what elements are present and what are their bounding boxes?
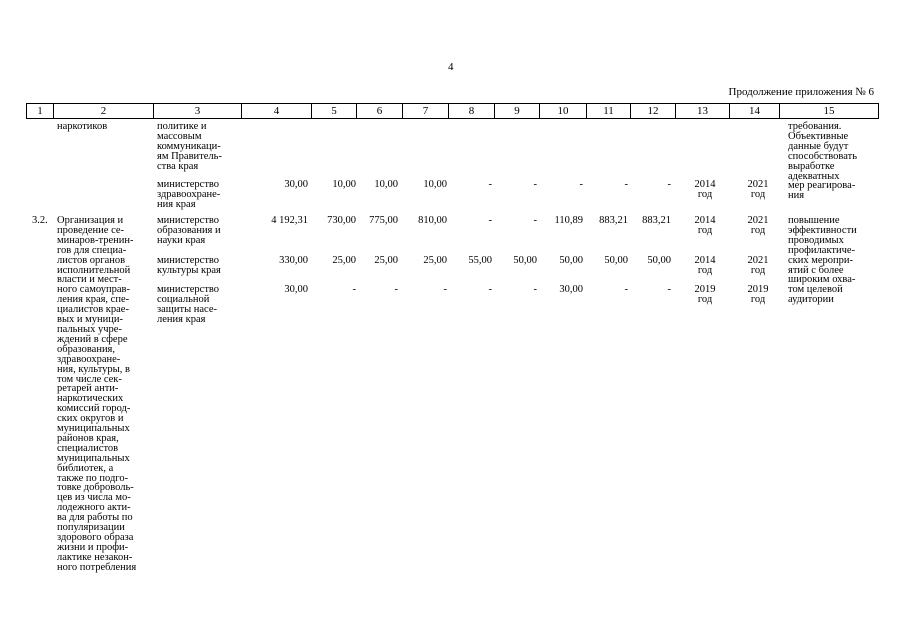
item-result-line: ских меропри- [788, 254, 854, 266]
executor-health [157, 180, 220, 210]
item-description-line: пальных учре- [57, 323, 122, 335]
item-description-line: жизни и профи- [57, 541, 129, 553]
executor-health-line: министерство [157, 179, 220, 190]
executor-row-2 [157, 256, 221, 276]
cell-result-top-line: ния [788, 190, 805, 202]
end-year-health-line: 2021 [747, 179, 769, 190]
executor-row-2-line: культуры края [157, 264, 221, 276]
item-description-line: ния, культуры, в [57, 363, 130, 375]
item-result-line: проводимых [788, 234, 844, 246]
item-description-line: ного самоупрaв- [57, 284, 130, 296]
item-description-line: исполнительной [57, 264, 131, 276]
item-description-line: библиотек, а [57, 462, 114, 474]
value-row1-col5: 730,00 [327, 215, 356, 226]
col-header-5: 5 [312, 104, 357, 119]
value-row2-col5: 25,00 [332, 255, 356, 266]
value-health-col11: - [624, 179, 628, 190]
value-row2-col9: 50,00 [513, 255, 537, 266]
value-row1-col10: 110,89 [554, 215, 583, 226]
value-health-col10: - [579, 179, 583, 190]
col-header-4: 4 [242, 104, 312, 119]
end-year-health-line: год [750, 188, 766, 200]
executor-row-1-line: образования и [157, 224, 221, 236]
end-year-row-3-line: 2019 [747, 284, 769, 295]
end-year-row-1-line: год [750, 224, 766, 236]
appendix-continuation: Продолжение приложения № 6 [728, 86, 874, 98]
cell-col3-top-line: политике и [157, 121, 207, 132]
item-description-line: муниципальных [57, 423, 130, 435]
item-description-line: ного потребления [57, 561, 137, 573]
col-header-6: 6 [357, 104, 403, 119]
start-year-row-3-line: 2019 [694, 284, 716, 295]
cell-result-top [788, 122, 857, 201]
col-header-15: 15 [780, 104, 879, 119]
col-header-9: 9 [495, 104, 540, 119]
value-health-col5: 10,00 [332, 179, 356, 190]
value-row2-col4: 330,00 [279, 255, 308, 266]
item-description-line: здравоохране- [57, 353, 121, 365]
start-year-health [675, 180, 735, 200]
item-description-line: лактике незакон- [57, 551, 133, 563]
start-year-row-2-line: 2014 [694, 255, 716, 266]
executor-row-1 [157, 216, 221, 246]
col-header-14: 14 [730, 104, 780, 119]
item-description-line: специалистов [57, 442, 119, 454]
value-row1-col6: 775,00 [369, 215, 398, 226]
executor-row-1-line: науки края [157, 234, 206, 246]
item-description-line: гов для специа- [57, 244, 127, 256]
value-health-col6: 10,00 [374, 179, 398, 190]
item-description-line: циалистов крае- [57, 304, 129, 316]
item-description-line: Организация и [57, 215, 124, 226]
item-result-line: том целевой [788, 284, 843, 296]
item-result-line: повышение [788, 215, 840, 226]
start-year-row-3 [675, 285, 735, 305]
cell-result-top-line: требования. [788, 121, 842, 132]
col-header-13: 13 [676, 104, 730, 119]
value-row2-col7: 25,00 [423, 255, 447, 266]
column-header-row [26, 103, 879, 119]
cell-result-top-line: Объективные [788, 130, 849, 142]
cell-col3-top-line: ям Правитель- [157, 150, 222, 162]
item-description-line: минаров-тренин- [57, 234, 134, 246]
cell-col3-top-line: ства края [157, 160, 199, 172]
col-header-2: 2 [54, 104, 154, 119]
value-health-col8: - [488, 179, 492, 190]
item-result [788, 216, 857, 305]
value-health-col9: - [533, 179, 537, 190]
value-health-col7: 10,00 [423, 179, 447, 190]
value-row1-col9: - [533, 215, 537, 226]
start-year-row-2-line: год [697, 264, 713, 276]
col-header-11: 11 [587, 104, 631, 119]
value-row3-col12: - [667, 284, 671, 295]
value-health-col4: 30,00 [284, 179, 308, 190]
col-header-1: 1 [27, 104, 54, 119]
executor-health-line: здравоохране- [157, 188, 221, 200]
value-row3-col6: - [394, 284, 398, 295]
value-row2-col12: 50,00 [647, 255, 671, 266]
cell-col2-top-line: наркотиков [57, 121, 108, 132]
item-description-line: популяризации [57, 522, 125, 534]
cell-col2-top [57, 122, 107, 132]
cell-col3-top [157, 122, 222, 172]
item-description-line: цев из числа мо- [57, 492, 131, 504]
cell-result-top-line: способствовать [788, 150, 858, 162]
executor-row-1-line: министерство [157, 215, 220, 226]
item-description [57, 216, 136, 573]
value-row2-col11: 50,00 [604, 255, 628, 266]
executor-health-line: ния края [157, 198, 196, 210]
end-year-row-2 [728, 256, 788, 276]
cell-col3-top-line: массовым [157, 130, 202, 142]
value-row1-col8: - [488, 215, 492, 226]
value-row3-col5: - [352, 284, 356, 295]
value-row3-col8: - [488, 284, 492, 295]
item-description-line: также по подго- [57, 472, 129, 484]
item-description-line: листов органов [57, 254, 126, 266]
item-description-line: ления края, спе- [57, 294, 130, 306]
item-description-line: том числе сек- [57, 373, 122, 385]
end-year-row-1 [728, 216, 788, 236]
start-year-health-line: 2014 [694, 179, 716, 190]
value-row3-col11: - [624, 284, 628, 295]
item-description-line: наркотических [57, 393, 124, 405]
start-year-row-1 [675, 216, 735, 236]
executor-row-3-line: социальной [157, 293, 210, 305]
col-header-7: 7 [403, 104, 449, 119]
value-row2-col10: 50,00 [559, 255, 583, 266]
item-result-line: ятий с более [788, 264, 844, 276]
value-row3-col7: - [443, 284, 447, 295]
value-row1-col12: 883,21 [642, 215, 671, 226]
end-year-row-2-line: год [750, 264, 766, 276]
item-number: 3.2. [32, 215, 48, 226]
item-description-line: муниципальных [57, 452, 130, 464]
end-year-row-2-line: 2021 [747, 255, 769, 266]
cell-result-top-line: адекватных [788, 170, 840, 182]
executor-row-3-line: ления края [157, 313, 206, 325]
cell-result-top-line: мер реагирова- [788, 180, 856, 192]
start-year-row-3-line: год [697, 293, 713, 305]
col-header-10: 10 [540, 104, 587, 119]
item-description-line: власти и мест- [57, 274, 122, 286]
value-row1-col11: 883,21 [599, 215, 628, 226]
col-header-3: 3 [154, 104, 242, 119]
value-health-col12: - [667, 179, 671, 190]
value-row3-col4: 30,00 [284, 284, 308, 295]
value-row2-col8: 55,00 [468, 255, 492, 266]
value-row2-col6: 25,00 [374, 255, 398, 266]
executor-row-2-line: министерство [157, 255, 220, 266]
start-year-row-1-line: 2014 [694, 215, 716, 226]
item-description-line: лодежного акти- [57, 502, 131, 514]
col-header-8: 8 [449, 104, 495, 119]
executor-row-3 [157, 285, 219, 325]
item-description-line: образования, [57, 343, 116, 355]
value-row1-col4: 4 192,31 [271, 215, 308, 226]
item-description-line: ва для работы по [57, 512, 133, 524]
start-year-row-1-line: год [697, 224, 713, 236]
page-number: 4 [448, 61, 454, 73]
end-year-row-3 [728, 285, 788, 305]
item-description-line: товке доброволь- [57, 482, 134, 494]
item-result-line: широким охва- [788, 274, 856, 286]
item-description-line: ских округов и [57, 413, 124, 425]
item-result-line: профилактиче- [788, 244, 856, 256]
cell-result-top-line: выработке [788, 160, 835, 172]
item-result-line: эффективности [788, 224, 857, 236]
value-row1-col7: 810,00 [418, 215, 447, 226]
col-header-12: 12 [631, 104, 676, 119]
value-row3-col10: 30,00 [559, 284, 583, 295]
start-year-health-line: год [697, 188, 713, 200]
value-row3-col9: - [533, 284, 537, 295]
cell-col3-top-line: коммуникаци- [157, 140, 221, 152]
item-description-line: комиссий город- [57, 403, 131, 415]
item-description-line: районов края, [57, 432, 119, 444]
item-description-line: здорового образа [57, 532, 134, 543]
end-year-health [728, 180, 788, 200]
item-description-line: ретарей анти- [57, 383, 119, 395]
item-description-line: ждений в сфере [57, 333, 128, 345]
end-year-row-3-line: год [750, 293, 766, 305]
item-description-line: вых и муници- [57, 314, 123, 326]
cell-result-top-line: данные будут [788, 140, 849, 152]
end-year-row-1-line: 2021 [747, 215, 769, 226]
start-year-row-2 [675, 256, 735, 276]
executor-row-3-line: защиты насе- [157, 303, 218, 315]
item-description-line: проведение се- [57, 224, 125, 236]
item-result-line: аудитории [788, 294, 834, 306]
executor-row-3-line: министерство [157, 284, 220, 295]
